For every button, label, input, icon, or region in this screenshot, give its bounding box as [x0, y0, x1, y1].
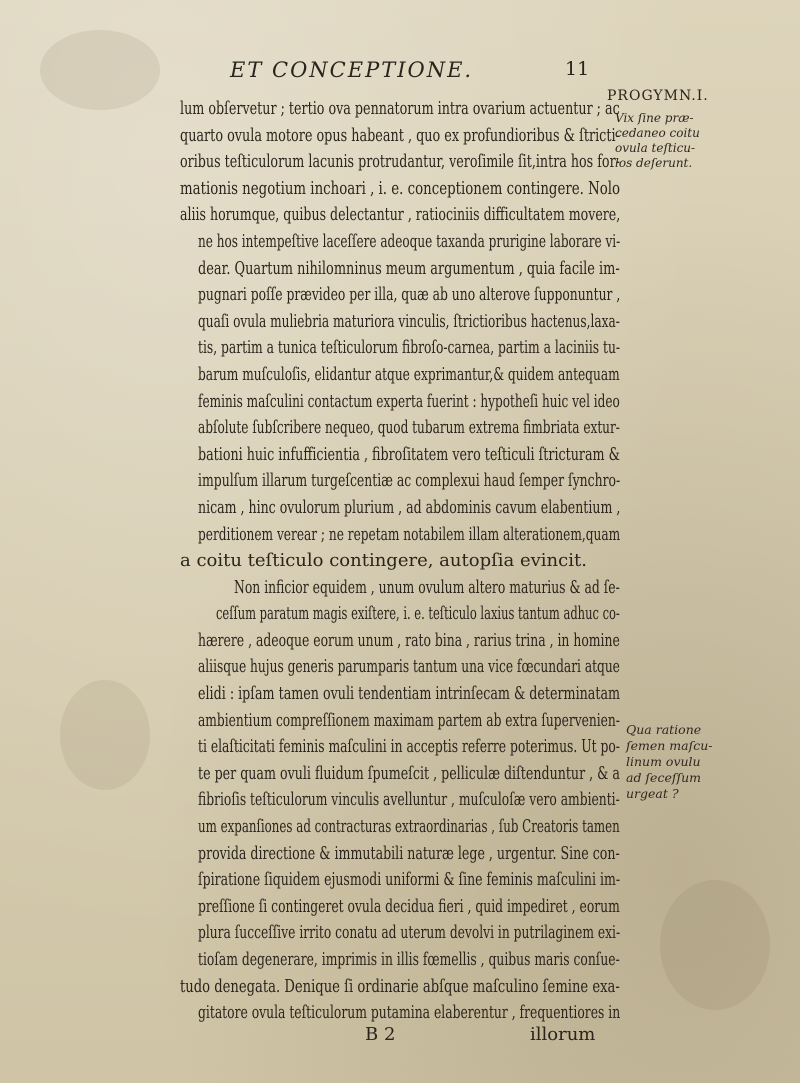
margin-note: [615, 111, 700, 171]
margin-note-line: cedaneo coitu: [615, 126, 700, 140]
margin-note: [626, 722, 713, 802]
text-line: ne hos intempeſtive laceſſere adeoque taxanda prurigine laborare vi-: [198, 230, 621, 252]
text-line: tis, partim a tunica teſticulorum fibroſo-carnea, partim a laciniis tu-: [198, 337, 621, 359]
text-line: barum muſculoſis, elidantur atque exprimantur,& quidem antequam: [198, 363, 620, 385]
text-line: oribus teſticulorum lacunis protrudantur, veroſimile ſit,intra hos for-: [180, 151, 620, 173]
text-line: provida directione & immutabili naturæ lege , urgentur. Sine con-: [198, 842, 620, 864]
text-line: elidi : ipſam tamen ovuli tendentiam intrinſecam & determinatam: [198, 683, 621, 705]
text-line: a coitu teſticulo contingere, autopſia evincit.: [180, 550, 587, 572]
text-line: ambientium compreſſionem maximam partem ab extra ſupervenien-: [198, 709, 620, 731]
text-line: ti elaſticitati feminis maſculini in acceptis referre poterimus. Ut po-: [198, 736, 620, 758]
paper-stain: [60, 680, 150, 790]
text-line: dear. Quartum nihilomninus meum argumentum , quia facile im-: [198, 257, 620, 279]
catchword: illorum: [530, 1024, 596, 1045]
margin-note-line: ad ſeceſſum: [626, 770, 702, 785]
signature-mark: B 2: [365, 1024, 396, 1045]
text-line: gitatore ovula teſticulorum putamina elaberentur , frequentiores in: [198, 1002, 621, 1024]
section-header: PROGYMN.I.: [607, 88, 709, 104]
text-line: impulſum illarum turgeſcentiæ ac complexui haud ſemper ſynchro-: [198, 470, 621, 492]
text-line: mationis negotium inchoari , i. e. conceptionem contingere. Nolo: [180, 177, 621, 199]
text-line: abſolute ſubſcribere nequeo, quod tubarum extrema fimbriata extur-: [198, 417, 620, 439]
text-line: Non inficior equidem , unum ovulum altero maturius & ad ſe-: [234, 576, 620, 598]
text-line: um expanſiones ad contracturas extraordinarias , ſub Creatoris tamen: [198, 816, 620, 838]
text-line: lum obſervetur ; tertio ova pennatorum intra ovarium actuentur ; ac: [180, 98, 620, 119]
text-line: feminis maſculini contactum experta fuerint : hypotheſi huic vel ideo: [198, 390, 620, 412]
text-line: aliisque hujus generis parumparis tantum una vice fœcundari atque: [198, 656, 620, 678]
margin-note-line: urgeat ?: [626, 786, 679, 801]
text-line: aliis horumque, quibus delectantur , ratiociniis difficultatem movere,: [180, 204, 621, 226]
margin-note-line: los deſerunt.: [615, 156, 693, 170]
text-line: bationi huic infufficientia , fibroſitatem vero teſticuli ſtricturam &: [198, 443, 620, 465]
text-line: tudo denegata. Denique ſi ordinarie abſque maſculino ſemine exa-: [180, 975, 620, 997]
text-line: quaſi ovula muliebria maturiora vinculis, ſtrictioribus hactenus,laxa-: [198, 310, 620, 332]
paper-stain: [40, 30, 160, 110]
text-line: ceſſum paratum magis exiſtere, i. e. teſticulo laxius tantum adhuc co-: [216, 603, 620, 625]
body-text: [180, 96, 620, 1027]
margin-note-line: linum ovulu: [626, 754, 701, 769]
text-line: plura ſucceſſive irrito conatu ad uterum devolvi in putrilaginem exi-: [198, 922, 621, 944]
text-line: nicam , hinc ovulorum plurium , ad abdominis cavum elabentium ,: [198, 496, 621, 518]
text-line: fibrioſis teſticulorum vinculis avelluntur , muſculoſæ vero ambienti-: [198, 789, 620, 811]
margin-note-line: Qua ratione: [626, 722, 702, 737]
text-line: preſſione ſi contingeret ovula decidua fieri , quid impediret , eorum: [198, 895, 620, 917]
paper-stain: [660, 880, 770, 1010]
running-head-title: ET CONCEPTIONE.: [230, 58, 474, 82]
text-line: hærere , adeoque eorum unum , rato bina , rarius trina , in homine: [198, 629, 620, 651]
text-line: quarto ovula motore opus habeant , quo ex profundioribus & ſtricti-: [180, 124, 620, 146]
margin-note-line: ovula teſticu-: [615, 141, 696, 155]
page-footer: [0, 1024, 800, 1046]
text-line: pugnari poſſe prævideo per illa, quæ ab uno alterove ſupponuntur ,: [198, 284, 621, 306]
text-line: ſpiratione ſiquidem ejusmodi uniformi & ſine feminis maſculini im-: [198, 869, 621, 891]
margin-note-line: Vix ſine præ-: [615, 111, 694, 125]
margin-note-line: ſemen maſcu-: [626, 738, 713, 753]
running-head: [230, 58, 650, 88]
text-line: tioſam degenerare, imprimis in illis fœmellis , quibus maris conſue-: [198, 949, 620, 970]
text-line: perditionem verear ; ne repetam notabilem illam alterationem,quam: [198, 523, 621, 545]
page-number: 11: [565, 58, 590, 80]
text-line: te per quam ovuli fluidum ſpumeſcit , pelliculæ diſtenduntur , & a: [198, 762, 620, 784]
